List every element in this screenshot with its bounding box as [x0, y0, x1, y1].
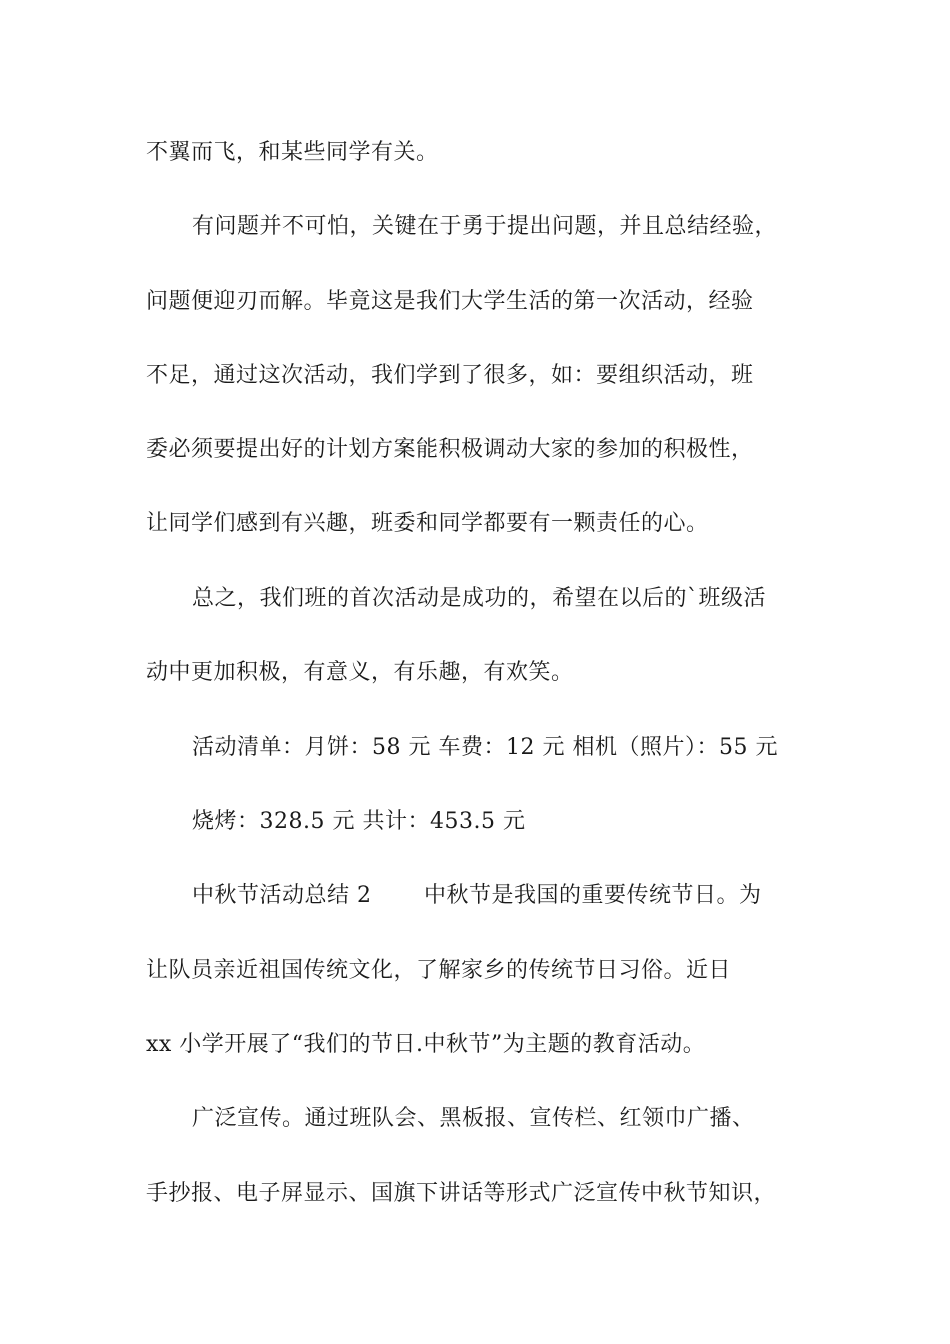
text-line: 动中更加积极，有意义，有乐趣，有欢笑。: [146, 660, 574, 685]
section-heading-line: 中秋节活动总结 2 中秋节是我国的重要传统节日。为: [192, 883, 762, 908]
text-line: 问题便迎刃而解。毕竟这是我们大学生活的第一次活动，经验: [146, 289, 754, 314]
activity-list-line: 活动清单：月饼：58 元 车费：12 元 相机（照片）：55 元: [192, 735, 778, 760]
text-line: 委必须要提出好的计划方案能积极调动大家的参加的积极性，: [146, 437, 754, 462]
activity-total-line: 烧烤：328.5 元 共计：453.5 元: [192, 809, 526, 834]
paragraph-first-line: 有问题并不可怕，关键在于勇于提出问题，并且总结经验，: [192, 214, 778, 239]
text-line: 让队员亲近祖国传统文化，了解家乡的传统节日习俗。近日: [146, 958, 732, 983]
paragraph-first-line: 广泛宣传。通过班队会、黑板报、宣传栏、红领巾广播、: [192, 1106, 755, 1131]
paragraph-first-line: 总之，我们班的首次活动是成功的，希望在以后的`班级活: [192, 586, 767, 611]
text-line: 不足，通过这次活动，我们学到了很多，如：要组织活动，班: [146, 363, 754, 388]
text-line: 手抄报、电子屏显示、国旗下讲话等形式广泛宣传中秋节知识，: [146, 1181, 777, 1206]
text-line: 让同学们感到有兴趣，班委和同学都要有一颗责任的心。: [146, 511, 709, 536]
text-line: 不翼而飞，和某些同学有关。: [146, 140, 439, 165]
text-line: xx 小学开展了“我们的节日.中秋节”为主题的教育活动。: [146, 1032, 706, 1057]
